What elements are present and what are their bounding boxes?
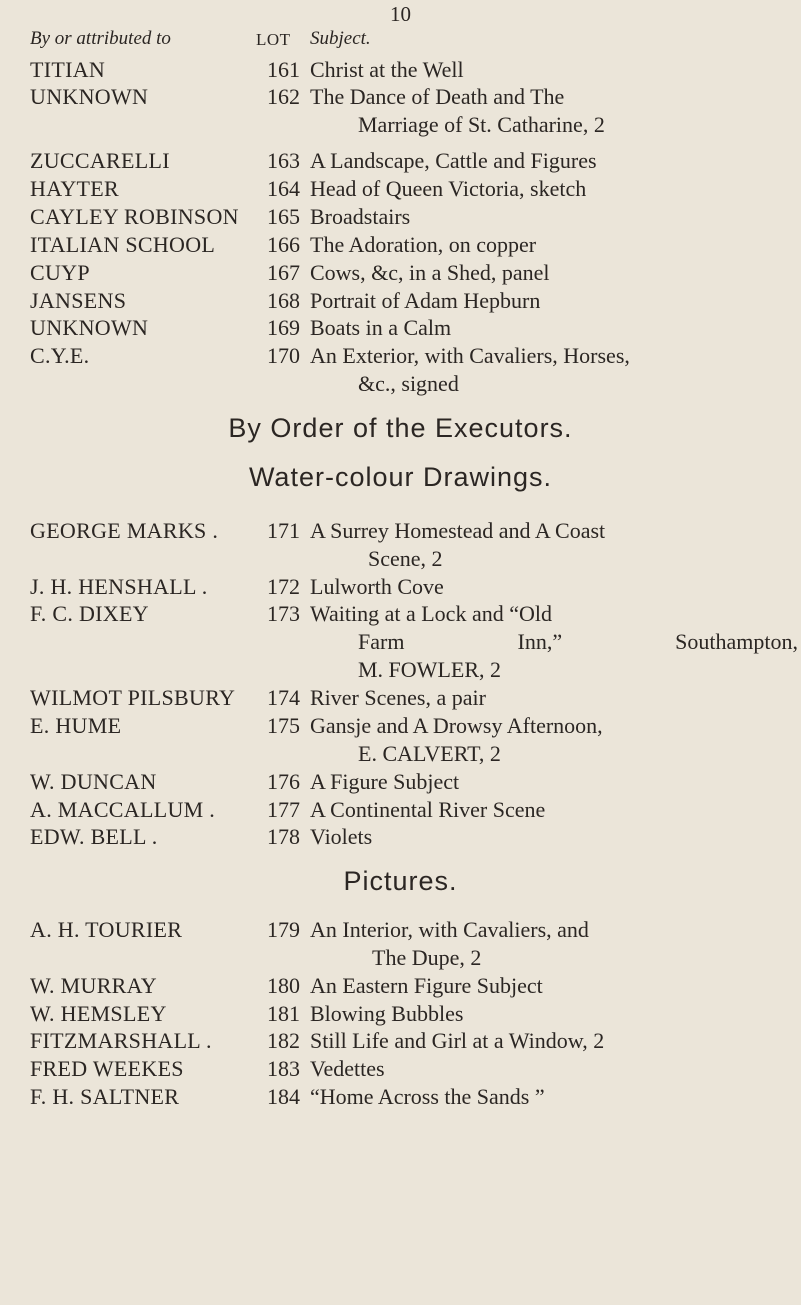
artist-name: F. C. DIXEY — [30, 601, 149, 626]
section-heading-watercolour: Water-colour Drawings. — [248, 462, 553, 492]
artist-name: JANSENS — [30, 288, 127, 313]
artist-name: E. HUME — [30, 713, 122, 738]
lot-number: 177 — [267, 797, 300, 822]
artist-name: ITALIAN SCHOOL — [30, 232, 216, 257]
artist-name: FITZMARSHALL . — [30, 1028, 212, 1053]
lot-row — [0, 1082, 801, 1111]
lot-subject: Portrait of Adam Hepburn — [310, 288, 541, 313]
lot-subject: A Surrey Homestead and A Coast — [310, 518, 606, 543]
lot-number: 168 — [267, 288, 300, 313]
artist-name: EDW. BELL . — [30, 824, 158, 849]
artist-name: FRED WEEKES — [30, 1056, 184, 1081]
lot-subject: The Adoration, on copper — [310, 232, 537, 257]
artist-name: CAYLEY ROBINSON — [30, 204, 239, 229]
lot-subject: Still Life and Girl at a Window, 2 — [310, 1028, 605, 1053]
lot-row — [0, 230, 801, 259]
continuation-word: Inn,” — [517, 629, 563, 654]
lot-subject: River Scenes, a pair — [310, 685, 486, 710]
lot-number: 163 — [267, 148, 300, 173]
lot-number: 179 — [267, 917, 300, 942]
lot-number: 164 — [267, 176, 300, 201]
lot-row — [0, 286, 801, 315]
lot-row — [0, 313, 801, 342]
lot-number: 180 — [267, 973, 300, 998]
lot-subject: An Eastern Figure Subject — [310, 973, 543, 998]
lot-row — [0, 146, 801, 175]
lot-subject: Lulworth Cove — [310, 574, 444, 599]
lot-row — [0, 971, 801, 1000]
artist-name: W. HEMSLEY — [30, 1001, 167, 1026]
lot-subject: Cows, &c, in a Shed, panel — [310, 260, 550, 285]
artist-name: C.Y.E. — [30, 343, 90, 368]
lot-number: 184 — [267, 1084, 300, 1109]
lot-subject: The Dance of Death and The — [310, 84, 565, 109]
lot-row — [0, 999, 801, 1028]
lot-subject: “Home Across the Sands ” — [310, 1084, 545, 1109]
lot-subject: Gansje and A Drowsy Afternoon, — [310, 713, 603, 738]
lot-row — [0, 915, 801, 944]
lot-row — [0, 202, 801, 231]
lot-number: 172 — [267, 574, 300, 599]
lot-number: 181 — [267, 1001, 300, 1026]
lot-subject-continuation: Marriage of St. Catharine, 2 — [358, 112, 605, 137]
lot-subject: A Figure Subject — [310, 769, 460, 794]
lot-row — [0, 341, 801, 370]
lot-number: 182 — [267, 1028, 300, 1053]
artist-name: A. MACCALLUM . — [30, 797, 216, 822]
artist-name: A. H. TOURIER — [30, 917, 183, 942]
header-subject: Subject. — [310, 28, 371, 49]
lot-row — [0, 82, 801, 111]
lot-subject-continuation: Scene, 2 — [368, 546, 443, 571]
lot-subject: A Continental River Scene — [310, 797, 546, 822]
lot-subject: An Interior, with Cavaliers, and — [310, 917, 589, 942]
lot-number: 169 — [267, 315, 300, 340]
lot-row — [0, 599, 801, 628]
lot-number: 167 — [267, 260, 300, 285]
lot-row — [0, 1054, 801, 1083]
lot-row — [0, 767, 801, 796]
lot-row — [0, 1026, 801, 1055]
lot-subject-continuation — [358, 627, 798, 656]
lot-number: 178 — [267, 824, 300, 849]
lot-subject-continuation: &c., signed — [358, 371, 459, 396]
artist-name: F. H. SALTNER — [30, 1084, 180, 1109]
artist-name: HAYTER — [30, 176, 119, 201]
artist-name: GEORGE MARKS . — [30, 518, 219, 543]
lot-subject: A Landscape, Cattle and Figures — [310, 148, 597, 173]
lot-subject-continuation: E. CALVERT, 2 — [358, 741, 501, 766]
artist-name: J. H. HENSHALL . — [30, 574, 208, 599]
lot-row — [0, 711, 801, 740]
lot-number: 176 — [267, 769, 300, 794]
continuation-word: Farm — [358, 629, 405, 654]
artist-name: TITIAN — [30, 57, 106, 82]
lot-row — [0, 822, 801, 851]
header-artist: By or attributed to — [30, 28, 171, 49]
lot-number: 173 — [267, 601, 300, 626]
lot-subject-continuation: The Dupe, 2 — [372, 945, 482, 970]
lot-row — [0, 683, 801, 712]
lot-number: 174 — [267, 685, 300, 710]
artist-name: W. DUNCAN — [30, 769, 157, 794]
artist-name: UNKNOWN — [30, 84, 149, 109]
lot-number: 175 — [267, 713, 300, 738]
lot-row — [0, 795, 801, 824]
lot-number: 171 — [267, 518, 300, 543]
lot-number: 162 — [267, 84, 300, 109]
lot-row — [0, 174, 801, 203]
lot-subject: Vedettes — [310, 1056, 385, 1081]
lot-number: 161 — [267, 57, 300, 82]
lot-subject-continuation: M. FOWLER, 2 — [358, 657, 501, 682]
lot-subject: Head of Queen Victoria, sketch — [310, 176, 587, 201]
lot-row — [0, 55, 801, 84]
artist-name: ZUCCARELLI — [30, 148, 170, 173]
artist-name: WILMOT PILSBURY — [30, 685, 236, 710]
section-heading-executors: By Order of the Executors. — [228, 413, 573, 443]
page-number: 10 — [390, 2, 411, 26]
lot-subject: An Exterior, with Cavaliers, Horses, — [310, 343, 630, 368]
continuation-word: Southampton, — [675, 629, 798, 654]
lot-subject: Christ at the Well — [310, 57, 464, 82]
lot-subject: Waiting at a Lock and “Old — [310, 601, 552, 626]
lot-row — [0, 258, 801, 287]
lot-subject: Boats in a Calm — [310, 315, 452, 340]
artist-name: CUYP — [30, 260, 90, 285]
lot-subject: Blowing Bubbles — [310, 1001, 464, 1026]
lot-number: 170 — [267, 343, 300, 368]
section-heading-pictures: Pictures. — [343, 866, 458, 896]
lot-number: 183 — [267, 1056, 300, 1081]
lot-number: 166 — [267, 232, 300, 257]
lot-subject: Violets — [310, 824, 373, 849]
lot-subject: Broadstairs — [310, 204, 411, 229]
lot-row — [0, 572, 801, 601]
artist-name: UNKNOWN — [30, 315, 149, 340]
header-lot: LOT — [256, 30, 291, 49]
artist-name: W. MURRAY — [30, 973, 157, 998]
lot-row — [0, 516, 801, 545]
lot-number: 165 — [267, 204, 300, 229]
